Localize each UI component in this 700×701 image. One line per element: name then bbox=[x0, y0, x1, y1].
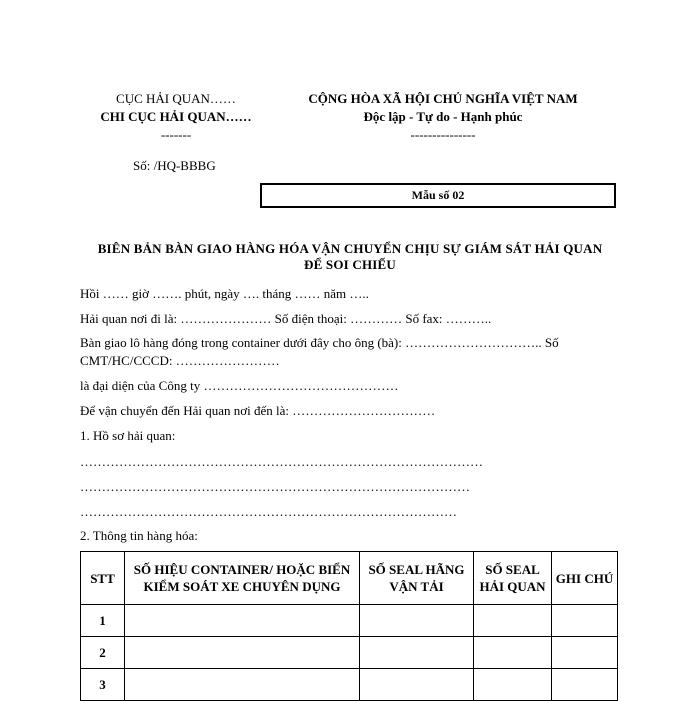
form-code: Mẫu số 02 bbox=[411, 188, 465, 202]
row-stt: 1 bbox=[81, 605, 125, 637]
col-header-seal-customs: SỐ SEAL HẢI QUAN bbox=[474, 552, 552, 605]
title-line-2: ĐỂ SOI CHIẾU bbox=[304, 257, 396, 272]
table-row bbox=[81, 669, 618, 701]
row-stt: 3 bbox=[81, 669, 125, 701]
motto-divider: --------------- bbox=[410, 127, 476, 142]
table-header-row bbox=[81, 552, 618, 605]
cell-seal-customs[interactable] bbox=[474, 637, 552, 669]
dotted-line-2: ……………………………………………………………………………… bbox=[80, 479, 470, 494]
cell-note[interactable] bbox=[552, 669, 618, 701]
document-title bbox=[70, 241, 630, 273]
cell-seal-customs[interactable] bbox=[474, 605, 552, 637]
sub-agency-name: CHI CỤC HẢI QUAN…… bbox=[100, 109, 252, 124]
cell-container[interactable] bbox=[125, 669, 360, 701]
cell-seal-carrier[interactable] bbox=[360, 669, 474, 701]
agency-name: CỤC HẢI QUAN…… bbox=[116, 91, 236, 106]
origin-office-line: Hải quan nơi đi là: ………………… Số điện thoại: ………… Số fax: ……….. bbox=[80, 311, 492, 326]
destination-line: Để vận chuyển đến Hải quan nơi đến là: …………………………… bbox=[80, 403, 436, 418]
cell-seal-customs[interactable] bbox=[474, 669, 552, 701]
cell-container[interactable] bbox=[125, 605, 360, 637]
country-name: CỘNG HÒA XÃ HỘI CHỦ NGHĨA VIỆT NAM bbox=[308, 91, 578, 106]
dotted-line-3: …………………………………………………………………………… bbox=[80, 504, 457, 519]
motto: Độc lập - Tự do - Hạnh phúc bbox=[363, 109, 523, 124]
row-stt: 2 bbox=[81, 637, 125, 669]
col-header-seal-carrier: SỐ SEAL HÃNG VẬN TẢI bbox=[360, 552, 474, 605]
title-line-1: BIÊN BẢN BÀN GIAO HÀNG HÓA VẬN CHUYỂN CHỊU SỰ GIÁM SÁT HẢI QUAN bbox=[97, 241, 603, 256]
col-header-note: GHI CHÚ bbox=[552, 552, 618, 605]
table-row bbox=[81, 605, 618, 637]
section-goods-info: 2. Thông tin hàng hóa: bbox=[80, 528, 198, 543]
time-line: Hồi …… giờ ……. phút, ngày …. tháng …… năm ….. bbox=[80, 286, 369, 301]
cell-note[interactable] bbox=[552, 605, 618, 637]
dotted-line-1: ………………………………………………………………………………… bbox=[80, 454, 483, 469]
document-number: Số: /HQ-BBBG bbox=[133, 158, 216, 173]
national-motto-block bbox=[283, 90, 603, 144]
table-row bbox=[81, 637, 618, 669]
cell-seal-carrier[interactable] bbox=[360, 605, 474, 637]
goods-table bbox=[80, 551, 618, 701]
section-customs-docs: 1. Hồ sơ hải quan: bbox=[80, 428, 176, 443]
agency-divider: ------- bbox=[160, 127, 192, 142]
cell-seal-carrier[interactable] bbox=[360, 637, 474, 669]
issuing-agency-block bbox=[78, 90, 274, 144]
company-line: là đại diện của Công ty ……………………………………… bbox=[80, 378, 399, 393]
handover-line-1: Bàn giao lô hàng đóng trong container dưới đây cho ông (bà): ………………………….. Số bbox=[80, 335, 559, 350]
form-code-box bbox=[260, 183, 616, 208]
col-header-stt: STT bbox=[81, 552, 125, 605]
handover-line-2: CMT/HC/CCCD: …………………… bbox=[80, 353, 280, 368]
col-header-container: SỐ HIỆU CONTAINER/ HOẶC BIỂN KIỂM SOÁT XE CHUYÊN DỤNG bbox=[125, 552, 360, 605]
cell-container[interactable] bbox=[125, 637, 360, 669]
cell-note[interactable] bbox=[552, 637, 618, 669]
